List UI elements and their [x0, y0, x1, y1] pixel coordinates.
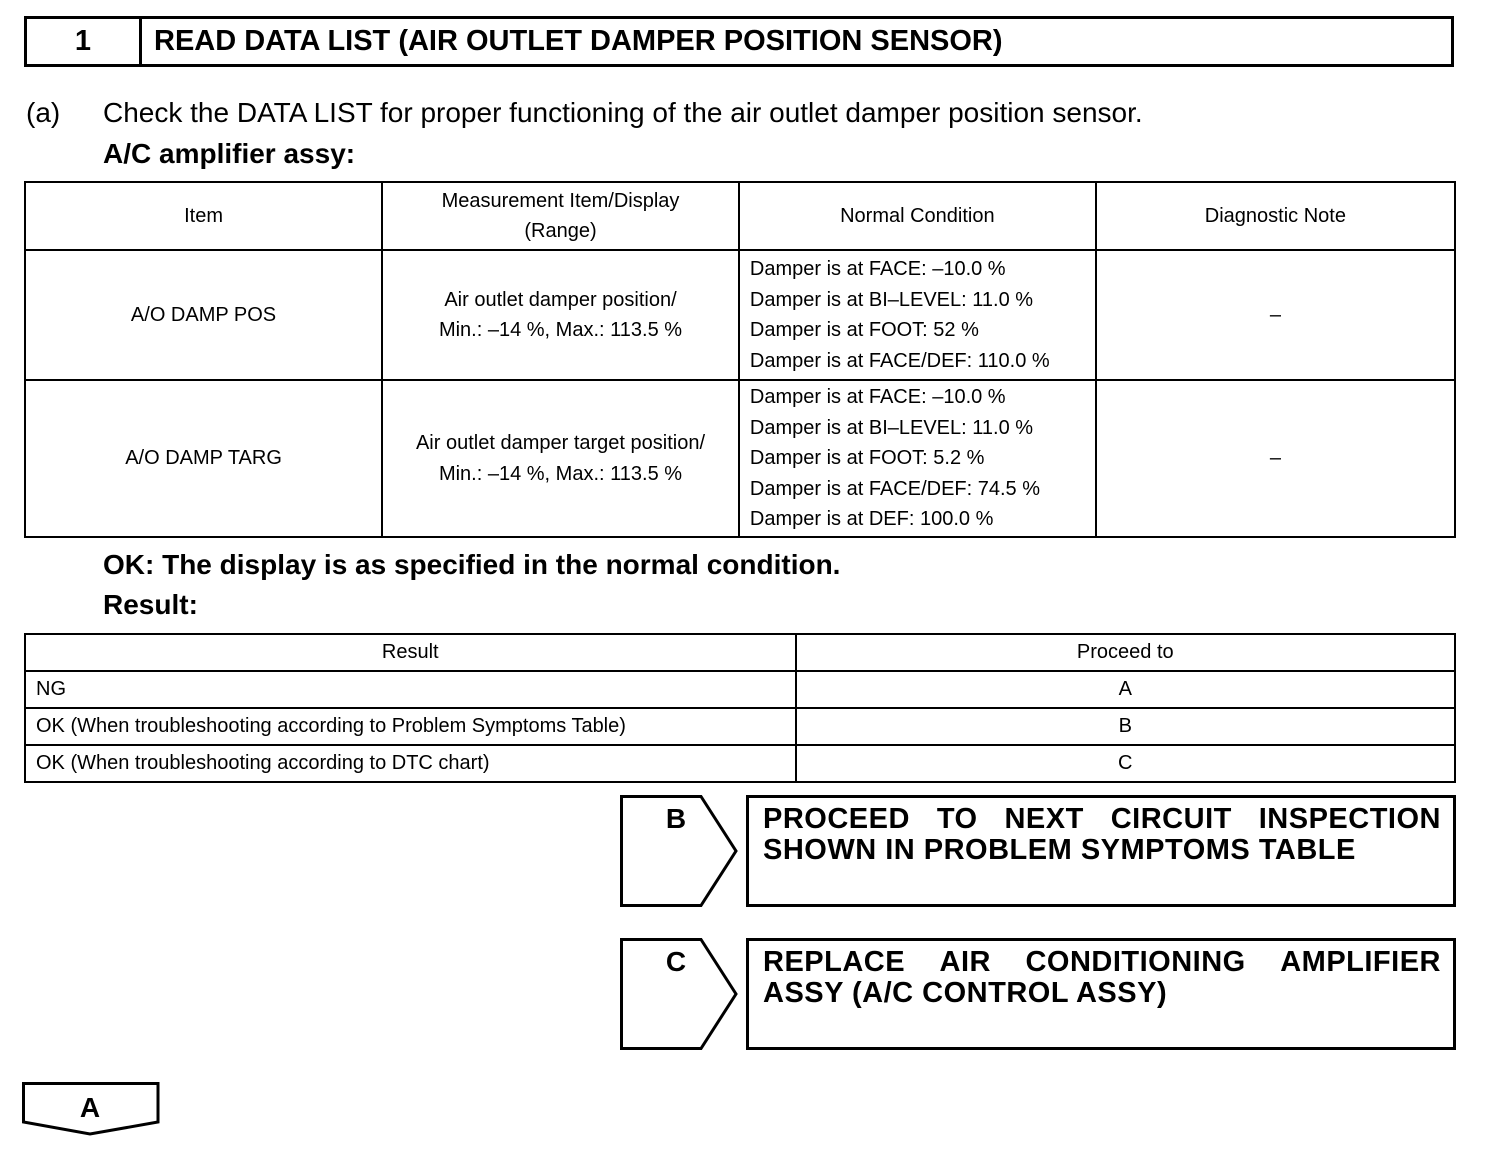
condition-line: Damper is at FACE/DEF: 110.0 % [749, 349, 1050, 372]
paragraph-text: Check the DATA LIST for proper functioning of the air outlet damper position sensor. [103, 97, 1143, 128]
cell-result: OK (When troubleshooting according to DTC chart) [25, 745, 796, 782]
cell-proceed-to: C [796, 745, 1455, 782]
table-header-row [25, 182, 1455, 250]
step-title: READ DATA LIST (AIR OUTLET DAMPER POSITION SENSOR) [154, 25, 1003, 57]
cell-item: A/O DAMP TARG [25, 380, 382, 537]
condition-line: Damper is at FOOT: 52 % [749, 319, 979, 341]
step-number: 1 [27, 19, 142, 64]
header-measurement [382, 182, 739, 250]
measurement-line: Min.: –14 %, Max.: 113.5 % [438, 462, 683, 485]
branch-letter: B [665, 803, 687, 834]
branch-action-line: ASSY (A/C CONTROL ASSY) [763, 977, 1168, 1009]
measurement-line: Air outlet damper position/ [444, 288, 677, 311]
condition-line: Damper is at FACE/DEF: 74.5 % [749, 477, 1041, 500]
condition-line: Damper is at FACE: –10.0 % [749, 386, 1006, 409]
condition-line: Damper is at FACE: –10.0 % [749, 258, 1006, 280]
cell-result: NG [25, 671, 796, 708]
header-measurement-range: (Range) [524, 220, 597, 242]
condition-line: Damper is at FOOT: 5.2 % [749, 447, 985, 470]
step-header [24, 16, 1454, 67]
cell-measurement [382, 250, 739, 380]
table-row [25, 380, 1455, 537]
branch-word: TO [936, 803, 978, 835]
cell-normal-condition [739, 250, 1096, 380]
table-row [25, 708, 1455, 745]
component-heading: A/C amplifier assy: [103, 138, 356, 169]
result-heading: Result: [103, 589, 198, 620]
result-table [24, 633, 1456, 783]
branch-word: PROCEED [763, 803, 910, 835]
table-row [25, 250, 1455, 380]
cell-result: OK (When troubleshooting according to Problem Symptoms Table) [25, 708, 796, 745]
table-header-row [25, 634, 1455, 671]
table-row [25, 745, 1455, 782]
branch-word: CONDITIONING [1025, 946, 1246, 978]
measurement-line: Min.: –14 %, Max.: 113.5 % [438, 319, 683, 341]
branch-action-line [763, 947, 1441, 978]
branch-tag-c [620, 938, 738, 1050]
header-proceed-to: Proceed to [796, 634, 1455, 671]
next-step-tag-a [22, 1082, 162, 1136]
header-diagnostic-note: Diagnostic Note [1096, 182, 1455, 250]
branch-action-line: SHOWN IN PROBLEM SYMPTOMS TABLE [763, 834, 1356, 866]
next-step-letter: A [79, 1092, 101, 1123]
branch-action-line [763, 804, 1441, 835]
condition-line: Damper is at BI–LEVEL: 11.0 % [749, 416, 1034, 439]
branch-word: NEXT [1004, 803, 1084, 835]
paragraph-label: (a) [26, 97, 61, 128]
cell-diagnostic-note: – [1096, 250, 1455, 380]
branch-word: REPLACE [763, 946, 906, 978]
branch-word: AIR [939, 946, 991, 978]
condition-line: Damper is at BI–LEVEL: 11.0 % [749, 288, 1034, 311]
header-normal-condition: Normal Condition [739, 182, 1096, 250]
branch-action-b [746, 795, 1456, 907]
cell-proceed-to: B [796, 708, 1455, 745]
ok-condition-text: OK: The display is as specified in the normal condition. [103, 549, 841, 580]
branch-letter: C [665, 946, 687, 977]
header-result: Result [25, 634, 796, 671]
branch-word: INSPECTION [1258, 803, 1441, 835]
condition-line: Damper is at DEF: 100.0 % [749, 508, 994, 531]
measurement-line: Air outlet damper target position/ [415, 432, 706, 454]
cell-measurement [382, 380, 739, 537]
header-item: Item [25, 182, 382, 250]
branch-tag-b [620, 795, 738, 907]
table-row [25, 671, 1455, 708]
cell-proceed-to: A [796, 671, 1455, 708]
cell-diagnostic-note: – [1096, 380, 1455, 537]
branch-word: CIRCUIT [1110, 803, 1232, 835]
cell-normal-condition [739, 380, 1096, 537]
branch-action-c [746, 938, 1456, 1050]
branch-word: AMPLIFIER [1280, 946, 1441, 978]
header-measurement-line: Measurement Item/Display [441, 189, 680, 212]
data-list-table [24, 181, 1456, 538]
cell-item: A/O DAMP POS [25, 250, 382, 380]
